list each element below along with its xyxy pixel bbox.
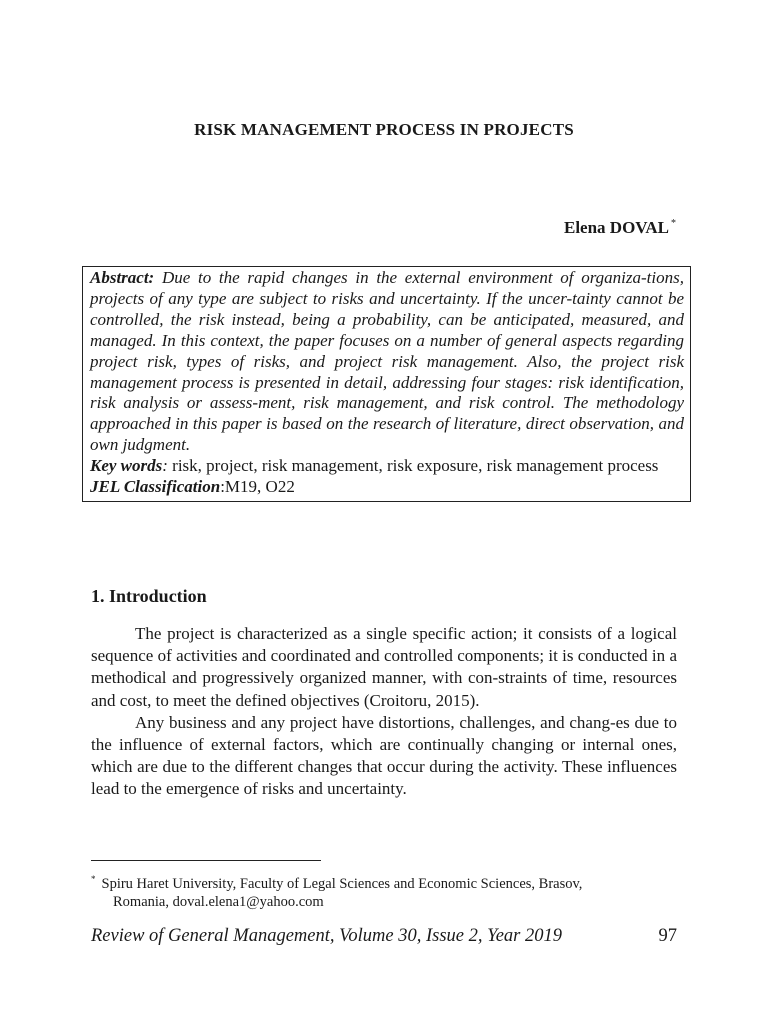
- abstract-box: [82, 266, 691, 502]
- section-heading: 1. Introduction: [91, 586, 207, 606]
- footnote-line-2: Romania, doval.elena1@yahoo.com: [113, 894, 324, 910]
- footnote: [91, 870, 677, 911]
- jel-codes: :M19, O22: [220, 477, 295, 497]
- footnote-divider: [91, 860, 321, 861]
- introduction-body: [91, 623, 677, 801]
- keywords-label: Key words: [90, 456, 163, 476]
- keywords-text: risk, project, risk management, risk exposure, risk management process: [167, 456, 659, 476]
- author-name: Elena DOVAL: [563, 218, 669, 237]
- footnote-line-1: Spiru Haret University, Faculty of Legal Sciences and Economic Sciences, Brasov,: [101, 876, 583, 892]
- abstract-paragraph: [90, 268, 684, 456]
- journal-footer: Review of General Management, Volume 30, Issue 2, Year 2019: [91, 926, 562, 946]
- author-footnote-marker: *: [671, 218, 676, 229]
- body-paragraph: The project is characterized as a single specific action; it consists of a logical sequence of activities and coordinated and controlled components; it is conducted in a methodical and progressively organized manner, with con-straints of time, resources and cost, to meet the defined objectives (Croitoru, 2015).: [91, 624, 677, 710]
- jel-line: [90, 477, 684, 498]
- abstract-text: Due to the rapid changes in the external environment of organiza-tions, projects of any type are subject to risks and uncertainty. If the uncer-tainty cannot be controlled, the risk instead, being a probability, can be anticipated, measured, and managed. In this context, the paper focuses on a number of general aspects regarding project risk, types of risks, and project risk management. Also, the project risk management process is presented in detail, addressing four stages: risk identification, risk analysis or assess-ment, risk management, and risk control. The methodology approached in this paper is based on the research of literature, direct observation, and own judgment.: [90, 268, 684, 455]
- keywords-colon: :: [162, 456, 168, 476]
- paper-title: RISK MANAGEMENT PROCESS IN PROJECTS: [194, 120, 574, 139]
- jel-label: JEL Classification: [90, 477, 221, 497]
- author-line: [564, 218, 676, 238]
- page-number: 97: [658, 926, 677, 946]
- abstract-label: Abstract:: [90, 268, 155, 287]
- body-paragraph: Any business and any project have distortions, challenges, and chang-es due to the influence of external factors, which are continually changing or internal ones, which are due to the different changes that occur during the activity. These influences lead to the emergence of risks and uncertainty.: [91, 712, 677, 799]
- footnote-marker: *: [91, 874, 96, 884]
- keywords-line: [90, 456, 684, 477]
